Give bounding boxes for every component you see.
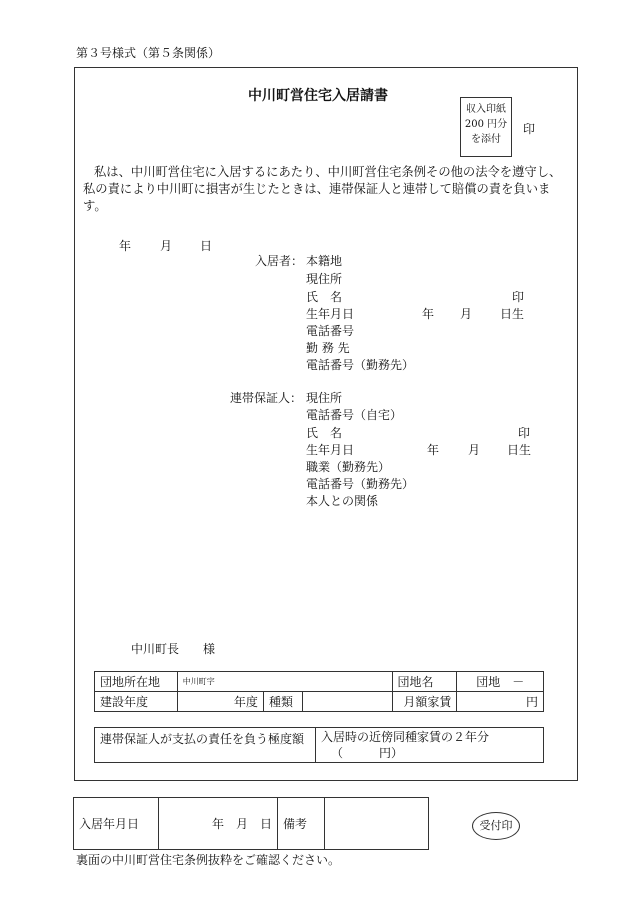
revenue-stamp-box: [460, 97, 512, 157]
table-row: [95, 692, 544, 712]
tenant-birth-day: 日生: [500, 307, 525, 321]
tenant-field-name: 氏 名: [306, 290, 343, 304]
monthly-rent-label: 月額家賃: [392, 692, 457, 712]
tenant-field-phone: 電話番号: [306, 324, 355, 338]
complex-location-label: 団地所在地: [95, 672, 178, 692]
remarks-label: 備考: [278, 798, 325, 850]
tenant-birth-month: 月: [460, 307, 473, 321]
tenant-name-seal: 印: [512, 290, 525, 304]
guarantee-limit-line-1: 入居時の近傍同種家賃の２年分: [321, 730, 490, 744]
guarantor-birth-day: 日生: [507, 443, 532, 457]
type-label: 種類: [263, 692, 302, 712]
footer-note: 裏面の中川町営住宅条例抜粋をご確認ください。: [76, 853, 341, 867]
guarantee-limit-table: [94, 727, 544, 763]
stamp-line-1: 収入印紙: [466, 104, 506, 115]
form-title: 中川町営住宅入居請書: [248, 88, 388, 104]
complex-info-table: [94, 671, 544, 712]
move-in-table: [73, 797, 429, 850]
pledge-text: 私は、中川町営住宅に入居するにあたり、中川町営住宅条例その他の法令を遵守し、私の責により中川町に損害が生じたときは、連帯保証人と連帯して賠償の責を負います。: [83, 165, 562, 213]
guarantor-birth-month: 月: [468, 443, 481, 457]
move-in-date-label: 入居年月日: [74, 798, 159, 850]
guarantor-field-address: 現住所: [306, 391, 343, 405]
table-row: [95, 672, 544, 692]
guarantor-field-home-phone: 電話番号（自宅）: [306, 408, 403, 422]
guarantor-field-occupation: 職業（勤務先）: [306, 460, 391, 474]
stamp-seal-mark: 印: [523, 122, 536, 136]
tenant-field-work-phone: 電話番号（勤務先）: [306, 358, 415, 372]
date-month: 月: [160, 239, 173, 253]
guarantor-field-name: 氏 名: [306, 426, 343, 440]
guarantor-field-birthdate: 生年月日: [306, 443, 355, 457]
guarantor-birth-year: 年: [427, 443, 440, 457]
type-value[interactable]: [302, 692, 392, 712]
tenant-field-workplace: 勤 務 先: [306, 341, 350, 355]
guarantor-field-relationship: 本人との関係: [306, 494, 379, 508]
tenant-field-address: 現住所: [306, 272, 343, 286]
move-in-date-value[interactable]: 年 月 日: [159, 798, 278, 850]
complex-name-label: 団地名: [392, 672, 457, 692]
tenant-field-domicile: 本籍地: [306, 254, 343, 268]
date-year: 年: [119, 239, 132, 253]
stamp-line-3: を添付: [471, 134, 501, 145]
complex-location-value[interactable]: 中川町字: [177, 672, 392, 692]
guarantee-limit-value: [316, 728, 544, 763]
table-row: [95, 728, 544, 763]
tenant-field-birthdate: 生年月日: [306, 307, 355, 321]
date-day: 日: [200, 239, 213, 253]
table-row: [74, 798, 429, 850]
form-number: 第３号様式（第５条関係）: [76, 46, 221, 60]
build-year-label: 建設年度: [95, 692, 178, 712]
complex-name-value[interactable]: 団地 －: [457, 672, 544, 692]
receipt-stamp: 受付印: [472, 812, 520, 840]
build-year-value[interactable]: 年度: [177, 692, 263, 712]
guarantee-limit-line-2: （ 円）: [331, 746, 404, 760]
guarantor-name-seal: 印: [518, 426, 531, 440]
addressee: 中川町長 様: [131, 642, 216, 656]
tenant-heading: 入居者：: [255, 254, 304, 268]
remarks-value[interactable]: [325, 798, 429, 850]
tenant-birth-year: 年: [422, 307, 435, 321]
guarantor-field-work-phone: 電話番号（勤務先）: [306, 477, 415, 491]
stamp-line-2: 200 円分: [464, 119, 508, 130]
guarantor-heading: 連帯保証人：: [230, 391, 303, 405]
guarantee-limit-label: 連帯保証人が支払の責任を負う極度額: [95, 728, 316, 763]
monthly-rent-value[interactable]: 円: [457, 692, 544, 712]
